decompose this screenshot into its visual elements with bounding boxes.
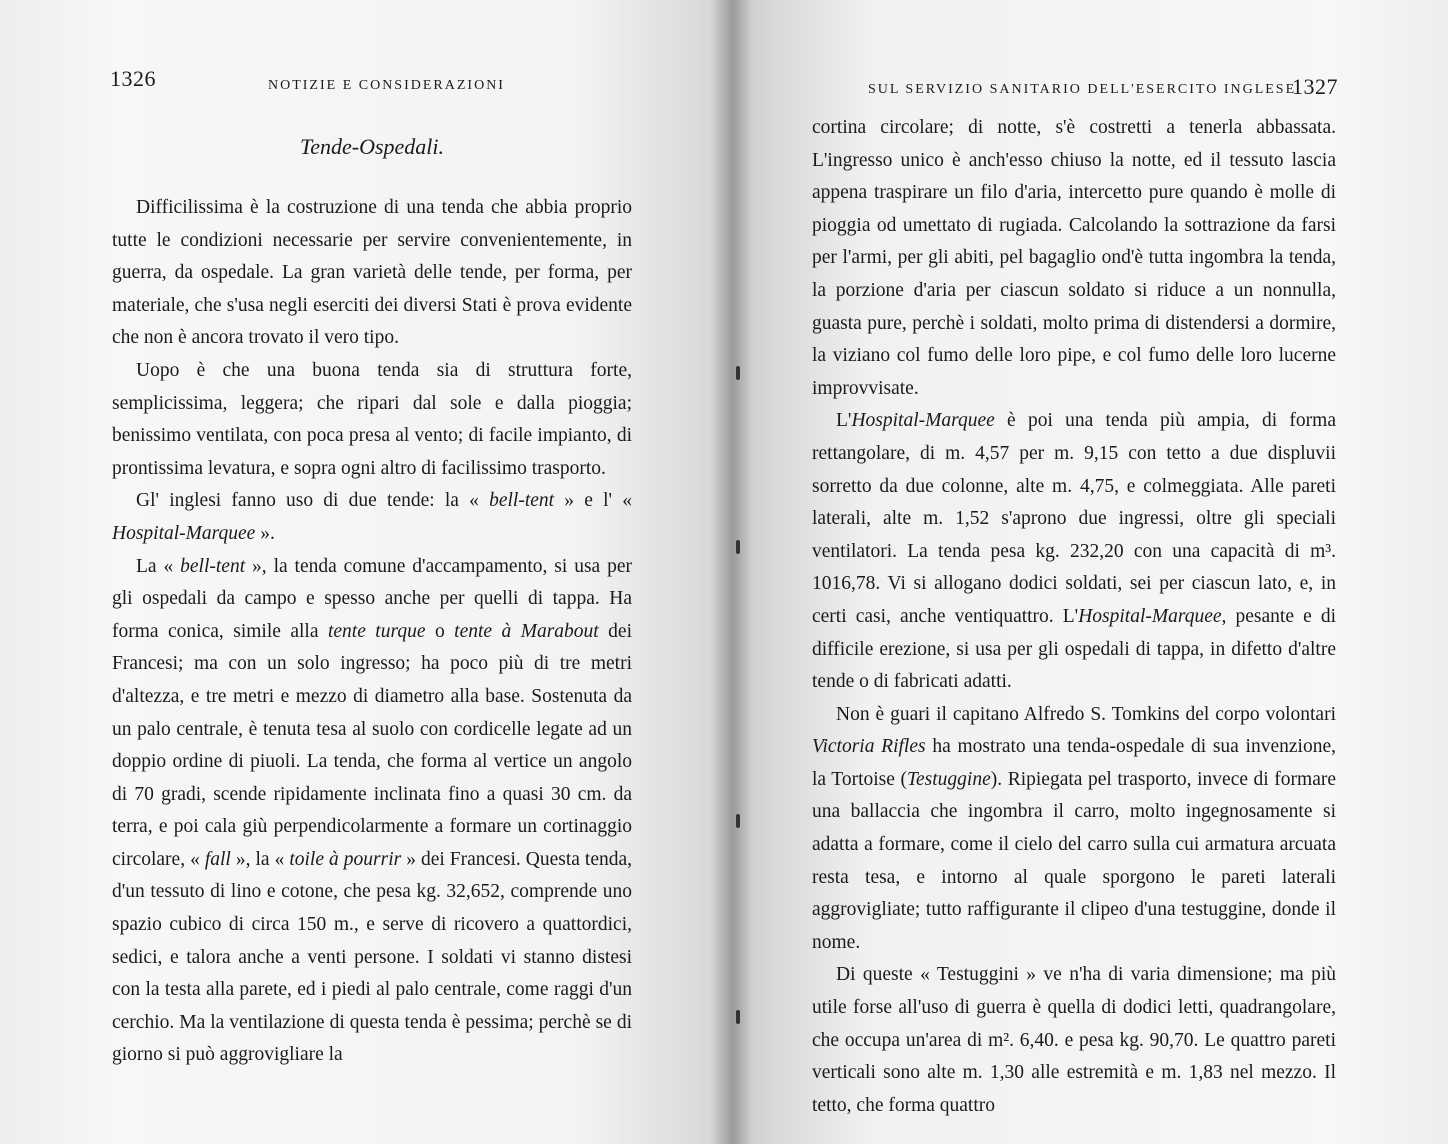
italic-text: Hospital-Marquee [1078, 605, 1222, 627]
text: », la « [230, 848, 290, 870]
body-text [812, 112, 1336, 1122]
right-page [738, 0, 1448, 1144]
text: , pesante e di difficile erezione, si usa per gli ospedali di tappa, in difetto d'altre tende o di fabricati adatti. [812, 605, 1336, 693]
running-head: NOTIZIE E CONSIDERAZIONI [268, 78, 505, 93]
italic-text: tente à Marabout [454, 620, 599, 642]
text: », la tenda comune d'accampamento, si usa per gli ospedali da campo e spesso anche per quelli di tappa. Ha forma conica, simile alla [112, 555, 632, 642]
running-head: SUL SERVIZIO SANITARIO DELL'ESERCITO INGLESE [868, 82, 1297, 97]
page-number: 1326 [110, 66, 156, 91]
paragraph [812, 112, 1336, 405]
page-number: 1327 [1292, 74, 1338, 99]
italic-text: Hospital-Marquee [112, 522, 256, 544]
italic-text: tente turque [327, 620, 426, 642]
text: o [425, 620, 455, 642]
text: Difficilissima è la costruzione di una tenda che abbia proprio tutte le condizioni necessarie per servire convenientemente, in guerra, da ospedale. La gran varietà delle tende, per forma, per materiale, che s'usa negli eserciti dei diversi Stati è prova evidente che non è ancora trovato il vero tipo. [112, 197, 632, 349]
italic-text: bell-tent [489, 490, 555, 512]
paragraph [812, 959, 1336, 1122]
text: » e l' « [554, 490, 632, 512]
text: L' [836, 410, 852, 432]
italic-text: toile à pourrir [289, 848, 402, 870]
section-title: Tende-Ospedali. [300, 134, 445, 159]
body-text [112, 192, 632, 1072]
text: dei Francesi; ma con un solo ingresso; ha poco più di tre metri d'altezza, e tre metri e mezzo di diametro alla base. Sostenuta da un palo centrale, è tenuta tesa al suolo con cordicelle legate ad un doppio ordine di piuoli. La tenda, che forma al vertice un angolo di 70 gradi, scende ripidamente inclinata fino a quasi 30 cm. da terra, e poi cala giù perpendicolarmente a formare un cortinaggio circolare, « [112, 620, 632, 870]
italic-text: Hospital-Marquee [851, 410, 995, 432]
italic-text: Testuggine [906, 768, 991, 790]
paragraph [112, 355, 632, 485]
text: è poi una tenda più ampia, di forma rettangolare, di m. 4,57 per m. 9,15 con tetto a due displuvii sorretto da due colonne, alte m. 4,75, e colmeggiata. Alle pareti laterali, alte m. 1,52 s'aprono due ingressi, oltre gli speciali ventilatori. La tenda pesa kg. 232,20 con una capacità di m³. 1016,78. Vi si allogano dodici soldati, sei per ciascun lato, e, in certi casi, anche ventiquattro. L' [812, 410, 1336, 627]
paragraph [112, 551, 632, 1073]
left-page [0, 0, 722, 1144]
paragraph [112, 192, 632, 355]
text: ). Ripiegata pel trasporto, invece di formare una ballaccia che ingombra il carro, molto ingegnosamente si adatta a formare, come il cielo del carro sulla cui armatura arcuata resta tesa, e intorno al quale sporgono le pareti laterali aggrovigliate; tutto raffigurante il clipeo d'una testuggine, donde il nome. [812, 768, 1336, 953]
text: » dei Francesi. Questa tenda, d'un tessuto di lino e cotone, che pesa kg. 32,652, comprende uno spazio cubico di circa 150 m., e serve di ricovero a quattordici, sedici, e talora anche a venti persone. I soldati vi stanno distesi con la testa alla parete, ed i piedi al palo centrale, come raggi d'un cerchio. Ma la ventilazione di questa tenda è pessima; perchè se di giorno si può aggrovigliare la [112, 848, 632, 1066]
paragraph [812, 405, 1336, 698]
text: ». [255, 522, 275, 544]
binding-stitch [736, 366, 740, 380]
binding-stitch [736, 814, 740, 828]
text: La « [136, 555, 181, 577]
binding-stitch [736, 1010, 740, 1024]
italic-text: Victoria Rifles [812, 736, 926, 758]
binding-stitch [736, 540, 740, 554]
italic-text: fall [204, 848, 231, 870]
text: Non è guari il capitano Alfredo S. Tomkins del corpo volontari [836, 703, 1336, 725]
italic-text: bell-tent [180, 555, 246, 577]
paragraph [112, 485, 632, 550]
text: Gl' inglesi fanno uso di due tende: la « [136, 490, 490, 512]
paragraph [812, 699, 1336, 960]
text: Uopo è che una buona tenda sia di struttura forte, semplicissima, leggera; che ripari dal sole e dalla pioggia; benissimo ventilata, con poca presa al vento; di facile impianto, di prontissima levatura, e sopra ogni altro di facilissimo trasporto. [112, 359, 632, 479]
text: Di queste « Testuggini » ve n'ha di varia dimensione; ma più utile forse all'uso di guerra è quella di dodici letti, quadrangolare, che occupa un'area di m². 6,40. e pesa kg. 90,70. Le quattro pareti verticali sono alte m. 1,30 alle estremità e m. 1,83 nel mezzo. Il tetto, che forma quattro [812, 964, 1336, 1116]
text: ha mostrato una tenda-ospedale di sua invenzione, la Tortoise ( [812, 736, 1336, 790]
text: cortina circolare; di notte, s'è costretti a tenerla abbassata. L'ingresso unico è anch'esso chiuso la notte, ed il tessuto lascia appena traspirare un filo d'aria, intercetto pure quando è molle di pioggia od umettato di rugiada. Calcolando la sottrazione da farsi per l'armi, per gli abiti, pel bagaglio ond'è tutta ingombra la tenda, la porzione d'aria per ciascun soldato si riduce a un nonnulla, guasta pure, perchè i soldati, molto prima di distendersi a dormire, la viziano col fumo delle loro pipe, e col fumo delle loro lucerne improvvisate. [812, 117, 1336, 399]
